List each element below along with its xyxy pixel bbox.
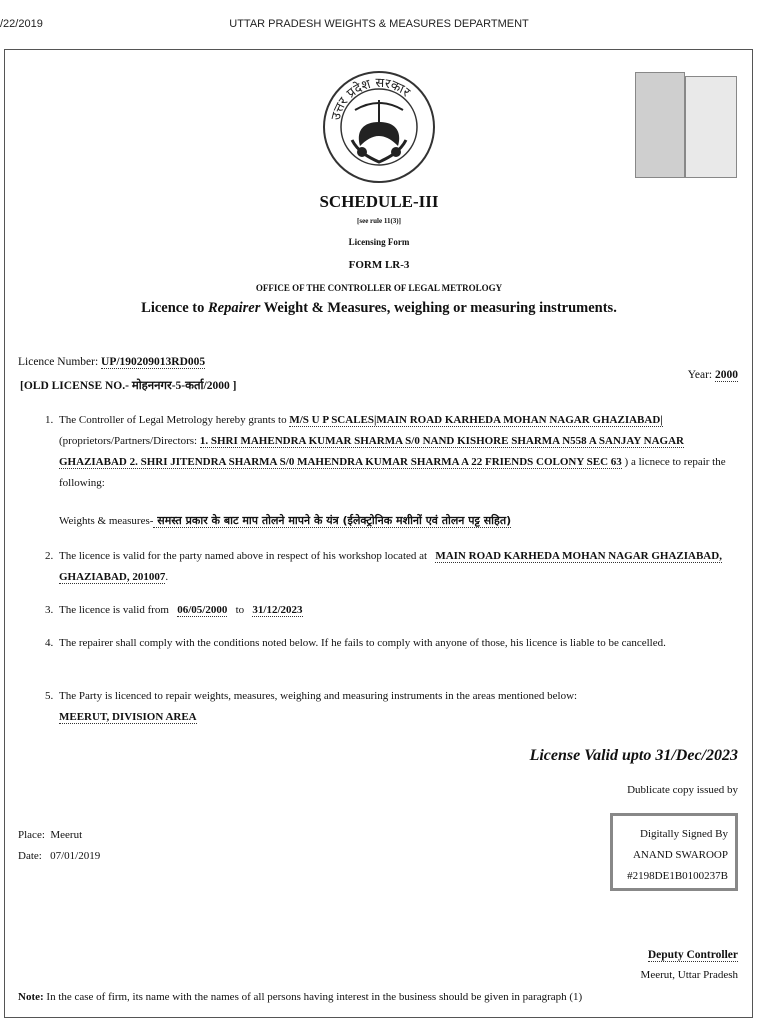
clause-4 bbox=[45, 633, 739, 654]
weights-value: समस्त प्रकार के बाट माप तोलने मापने के यंत्र (ईलेक्ट्रोनिक मशीनों एवं तोलन पट्ट सहित) bbox=[153, 514, 512, 527]
clause-number: 1. bbox=[45, 414, 54, 426]
date-label: Date: bbox=[18, 850, 42, 862]
office-title: OFFICE OF THE CONTROLLER OF LEGAL METROLOGY bbox=[255, 283, 503, 293]
heading-pre: Licence to bbox=[141, 300, 208, 316]
proprietor-names: 1. SHRI MAHENDRA KUMAR SHARMA S/0 NAND KISHORE SHARMA N558 A SANJAY NAGAR GHAZIABAD 2. SHRI JITENDRA SHARMA S/0 MAHENDRA KUMAR SHARMA A 22 FRIENDS COLONY SEC 63 bbox=[59, 435, 684, 468]
valid-from-date: 06/05/2000 bbox=[177, 604, 228, 616]
to-label: to bbox=[235, 604, 245, 616]
licence-number-row bbox=[18, 356, 205, 368]
clause-2 bbox=[45, 546, 739, 588]
clause-5-text: The Party is licenced to repair weights, measures, weighing and measuring instruments in the areas mentioned below: bbox=[59, 690, 578, 702]
valid-to-date: 31/12/2023 bbox=[252, 604, 303, 616]
workshop-address: MAIN ROAD KARHEDA MOHAN NAGAR GHAZIABAD, GHAZIABAD, 201007 bbox=[59, 550, 722, 583]
clause-4-text: The repairer shall comply with the conditions noted below. If he fails to comply with anyone of those, his licence is liable to be cancelled. bbox=[59, 637, 666, 649]
note-text: In the case of firm, its name with the names of all persons having interest in the business should be given in paragraph (1) bbox=[43, 991, 583, 1003]
deputy-location: Meerut, Uttar Pradesh bbox=[640, 969, 738, 981]
applicant-photo-1 bbox=[635, 72, 685, 178]
licensing-form-label: Licensing Form bbox=[348, 237, 410, 247]
licence-number-value: UP/190209013RD005 bbox=[101, 356, 206, 368]
year-row bbox=[688, 369, 738, 381]
applicant-photo-2 bbox=[685, 76, 737, 178]
signature-line-1: Digitally Signed By bbox=[640, 828, 728, 840]
firm-name: M/S U P SCALES|MAIN ROAD KARHEDA MOHAN NAGAR GHAZIABAD| bbox=[289, 414, 663, 426]
weights-label: Weights & measures- bbox=[59, 515, 154, 527]
date-row bbox=[18, 850, 100, 862]
licence-heading bbox=[0, 300, 758, 317]
signer-name: ANAND SWAROOP bbox=[632, 849, 728, 861]
heading-post: Weight & Measures, weighing or measuring instruments. bbox=[260, 300, 617, 316]
emblem-text: उत्तर प्रदेश सरकार bbox=[328, 75, 413, 122]
duplicate-copy-note: Dublicate copy issued by bbox=[627, 784, 738, 796]
footer-note bbox=[18, 991, 582, 1003]
clause-1-text-2: (proprietors/Partners/Directors: bbox=[59, 435, 198, 447]
weights-measures-line bbox=[59, 513, 511, 528]
print-date: /22/2019 bbox=[0, 18, 43, 30]
digital-signature-box bbox=[610, 813, 738, 891]
clause-1-text-3: ) a licnece to repair the following: bbox=[59, 456, 726, 489]
clause-3 bbox=[45, 600, 739, 621]
clause-number: 4. bbox=[45, 637, 54, 649]
place-label: Place: bbox=[18, 829, 45, 841]
signature-hash: #2198DE1B0100237B bbox=[627, 870, 728, 882]
clause-number: 2. bbox=[45, 550, 54, 562]
note-label: Note: bbox=[18, 991, 44, 1003]
form-number: FORM LR-3 bbox=[348, 259, 410, 271]
old-licence-number: [OLD LICENSE NO.- मोहननगर-5-कर्ता/2000 ] bbox=[20, 380, 237, 392]
place-row bbox=[18, 829, 82, 841]
clause-5 bbox=[45, 686, 739, 728]
clause-2-text: The licence is valid for the party named above in respect of his workshop located at bbox=[59, 550, 428, 562]
clause-number: 5. bbox=[45, 690, 54, 702]
schedule-title: SCHEDULE-III bbox=[319, 192, 439, 211]
license-valid-upto: License Valid upto 31/Dec/2023 bbox=[529, 747, 738, 764]
department-title: UTTAR PRADESH WEIGHTS & MEASURES DEPARTMENT bbox=[229, 18, 529, 30]
clause-1-text: The Controller of Legal Metrology hereby grants to bbox=[59, 414, 287, 426]
clause-1 bbox=[45, 410, 739, 494]
licence-number-label: Licence Number: bbox=[18, 356, 99, 368]
year-value: 2000 bbox=[715, 369, 738, 381]
licensed-area: MEERUT, DIVISION AREA bbox=[59, 711, 197, 723]
clause-number: 3. bbox=[45, 604, 54, 616]
place-value: Meerut bbox=[50, 829, 83, 841]
up-state-emblem-icon bbox=[322, 70, 436, 184]
print-header bbox=[0, 18, 758, 34]
year-label: Year: bbox=[687, 369, 713, 381]
rule-reference: [see rule 11(3)] bbox=[357, 217, 401, 225]
date-value: 07/01/2019 bbox=[50, 850, 101, 862]
clause-2-end: . bbox=[165, 571, 169, 583]
heading-italic: Repairer bbox=[208, 300, 261, 316]
clause-3-text: The licence is valid from bbox=[59, 604, 169, 616]
deputy-controller-title: Deputy Controller bbox=[647, 949, 738, 961]
